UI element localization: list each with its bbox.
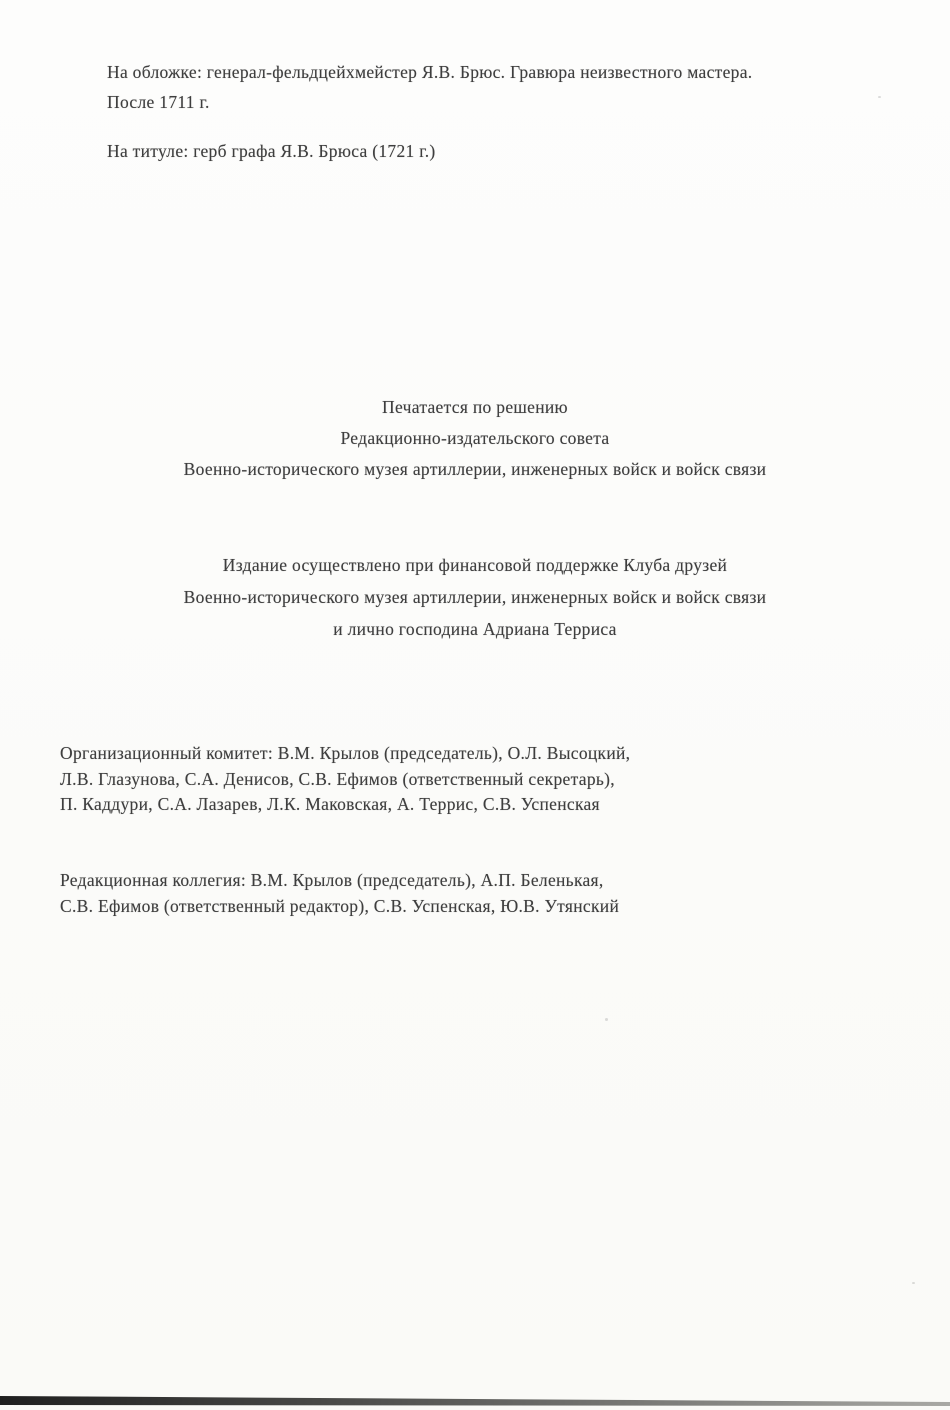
- committee-line-2: Л.В. Глазунова, С.А. Денисов, С.В. Ефимов (ответственный секретарь),: [60, 768, 615, 789]
- sponsorship-line-3: и лично господина Адриана Терриса: [333, 619, 617, 639]
- cover-note-line-2: После 1711 г.: [107, 92, 210, 112]
- sponsorship-line-2: Военно-исторического музея артиллерии, инженерных войск и войск связи: [183, 587, 767, 607]
- sponsorship-line-1: Издание осуществлено при финансовой поддержке Клуба друзей: [222, 555, 728, 575]
- scan-speck: [912, 1282, 915, 1284]
- organizing-committee-list: [60, 741, 630, 818]
- print-approval-line-1: Печатается по решению: [382, 397, 568, 417]
- title-page-note: [107, 136, 436, 166]
- committee-line-1: Организационный комитет: В.М. Крылов (председатель), О.Л. Высоцкий,: [60, 743, 631, 763]
- committee-line-3: П. Каддури, С.А. Лазарев, Л.К. Маковская, А. Террис, С.В. Успенская: [60, 794, 600, 814]
- editorial-board-list: [60, 868, 619, 919]
- editorial-line-2: С.В. Ефимов (ответственный редактор), С.В. Успенская, Ю.В. Утянский: [60, 895, 620, 916]
- cover-note-line-1: На обложке: генерал-фельдцейхмейстер Я.В. Брюс. Гравюра неизвестного мастера.: [107, 62, 753, 82]
- print-approval-line-3: Военно-исторического музея артиллерии, инженерных войск и войск связи: [183, 459, 767, 479]
- scan-edge-artifact: [0, 1392, 950, 1410]
- scan-speck: [878, 96, 881, 98]
- print-approval-statement: [0, 392, 950, 485]
- editorial-line-1: Редакционная коллегия: В.М. Крылов (председатель), А.П. Беленькая,: [60, 870, 604, 890]
- scan-speck: [605, 1018, 608, 1021]
- scan-edge-shape: [0, 1396, 950, 1406]
- title-note-line: На титуле: герб графа Я.В. Брюса (1721 г.): [107, 141, 436, 161]
- cover-illustration-note: [107, 57, 752, 117]
- print-approval-line-2: Редакционно-издательского совета: [340, 428, 610, 448]
- sponsorship-statement: [0, 549, 950, 645]
